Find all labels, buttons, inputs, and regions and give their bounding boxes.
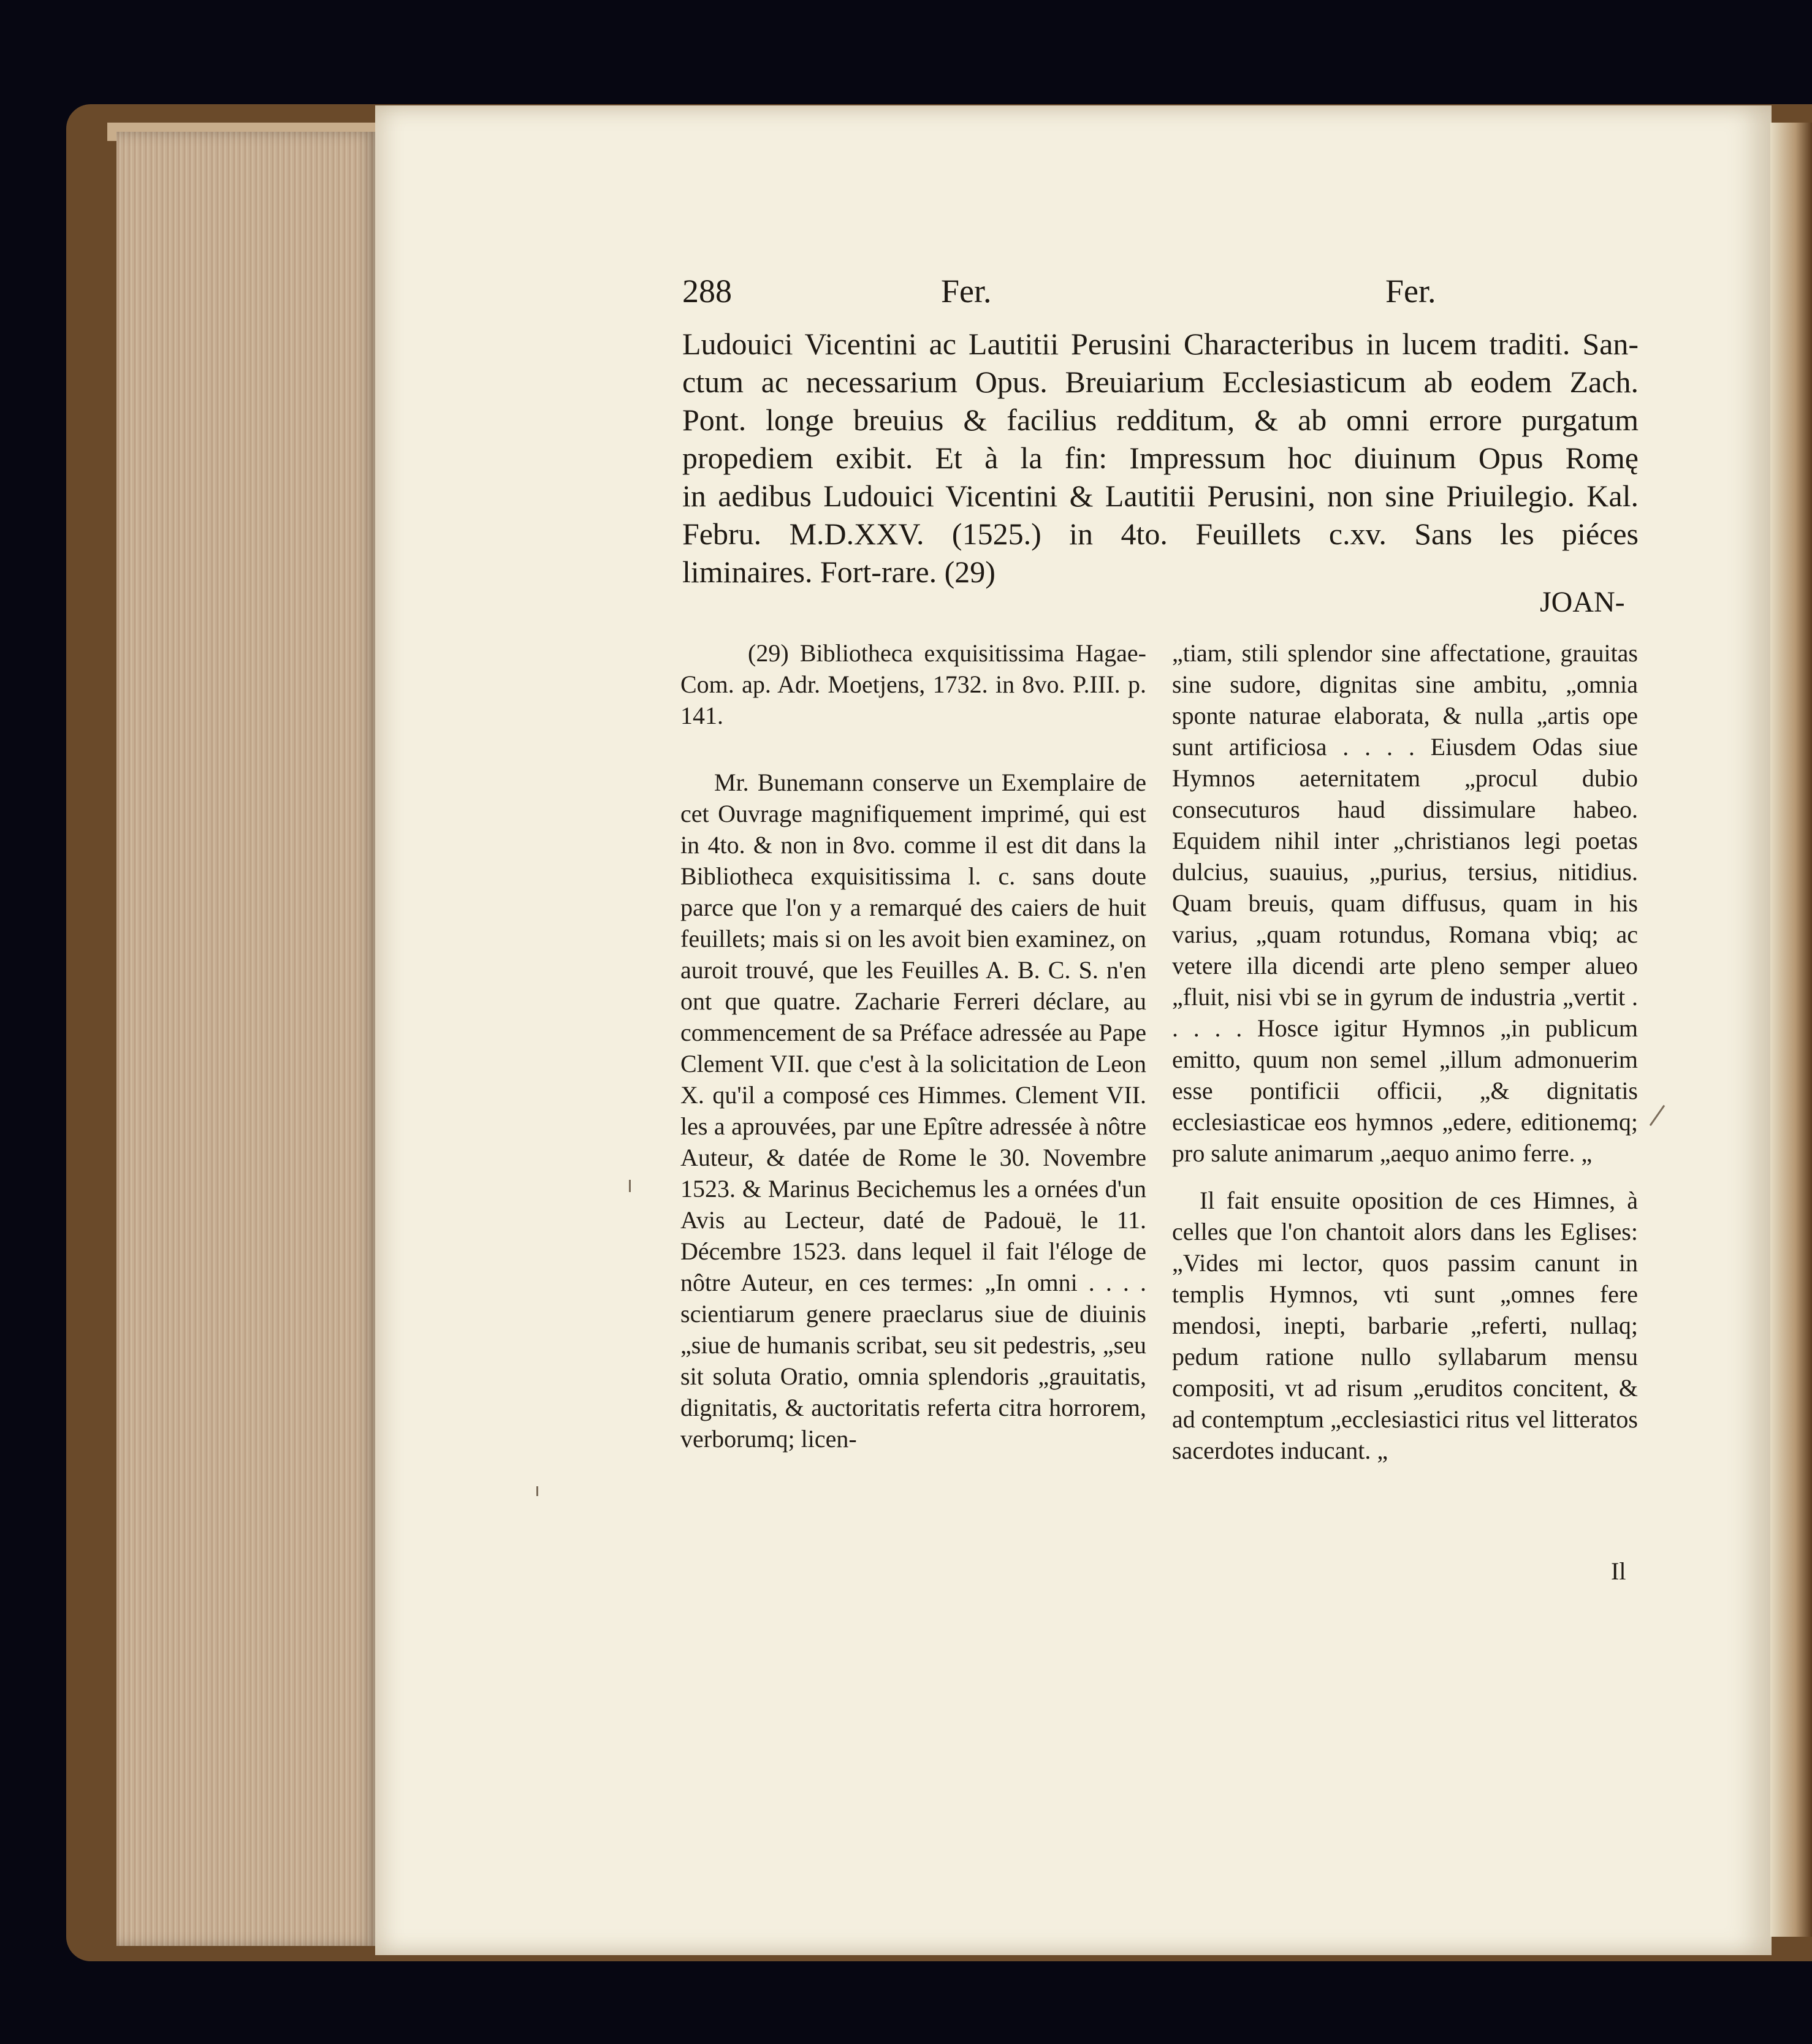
footnote-right-column <box>1172 637 1638 1466</box>
facing-page-edge <box>1770 123 1812 1937</box>
main-line: ctum ac necessarium Opus. Breuiarium Ecclesiasticum ab eodem Zach. <box>682 365 1639 399</box>
running-head-right: Fer. <box>1385 273 1436 310</box>
footnote-paragraph: Mr. Bunemann conserve un Exemplaire de cet Ouvrage magnifiquement imprimé, qui est in 4to. & non in 8vo. comme il est dit dans la Bibliotheca exquisitissima l. c. sans doute parce que l'on y a remarqué des caiers de huit feuillets; mais si on les avoit bien examinez, on auroit trouvé, que les Feuilles A. B. C. S. n'en ont que quatre. Zacharie Ferreri déclare, au commencement de sa Préface adressée au Pape Clement VII. que c'est à la solicitation de Leon X. qu'il a composé ces Himmes. Clement VII. les a aprouvées, par une Epître adressée à nôtre Auteur, & datée de Rome le 30. Novembre 1523. & Marinus Becichemus les a ornées d'un Avis au Lecteur, daté de Padouë, le 11. Décembre 1523. dans lequel il fait l'éloge de nôtre Auteur, en ces termes: „In omni . . . . scientiarum genere praeclarus siue de diuinis „siue de humanis scribat, seu sit pedestris, „seu sit soluta Oratio, omnia splendoris „grauitatis, dignitatis, & auctoritatis referta citra horrorem, verborumq; licen- <box>680 769 1146 1453</box>
footnote-paragraph: „tiam, stili splendor sine affectatione, grauitas sine sudore, dignitas sine ambitu, „omnia sponte naturae elaborata, & nulla „artis ope sunt artificiosa . . . . Eiusdem Odas siue Hymnos aeternitatem „procul dubio consecuturos haud dissimulare habeo. Equidem nihil inter „christianos legi poetas dulcius, suauius, „purius, tersius, nitidius. Quam breuis, quam diffusus, quam in his varius, „quam rotundus, Romana vbiq; ac vetere illa dicendi arte pleno semper alueo „fluit, nisi vbi se in gyrum de industria „vertit . . . . . Hosce igitur Hymnos „in publicum emitto, quum non semel „illum admonuerim esse pontificii officii, „& dignitatis ecclesiasticae eos hymnos „edere, editionemq; pro salute animarum „aequo animo ferre. „ <box>1172 639 1638 1167</box>
catchword-footnote: Il <box>1611 1557 1626 1585</box>
catchword-main: JOAN- <box>1540 586 1625 618</box>
main-line: propediem exibit. Et à la fin: Impressum hoc diuinum Opus Romę <box>682 441 1639 475</box>
main-paragraph <box>682 325 1639 591</box>
main-line: Febru. M.D.XXV. (1525.) in 4to. Feuillets c.xv. Sans les piéces <box>682 517 1639 551</box>
main-line: Pont. longe breuius & facilius redditum, & ab omni errore purgatum <box>682 403 1639 437</box>
paper-mark <box>536 1486 538 1496</box>
footnote-left-column <box>680 637 1146 1454</box>
page-number: 288 <box>682 273 732 310</box>
footnote-paragraph: Il fait ensuite oposition de ces Himnes, à celles que l'on chantoit alors dans les Eglises: „Vides mi lector, quos passim canunt in templis Hymnos, vti sunt „omnes fere mendosi, inepti, barbarie „referti, nullaq; pedum ratione nullo syllabarum mensu compositi, vt ad risum „eruditos concitent, & ad contemptum „ecclesiastici ritus vel litteratos sacerdotes inducant. „ <box>1172 1187 1638 1464</box>
main-line: liminaires. Fort-rare. (29) <box>682 555 995 589</box>
page-block-edges <box>116 132 377 1946</box>
main-line: in aedibus Ludouici Vicentini & Lautitii Perusini, non sine Priuilegio. Kal. <box>682 479 1639 513</box>
main-line: Ludouici Vicentini ac Lautitii Perusini Characteribus in lucem traditi. San- <box>682 327 1639 361</box>
paper-mark <box>629 1180 631 1192</box>
footnote-reference: (29) Bibliotheca exquisitissima Hagae-Com. ap. Adr. Moetjens, 1732. in 8vo. P.III. p. 141. <box>680 639 1146 729</box>
running-head-left: Fer. <box>941 273 992 310</box>
